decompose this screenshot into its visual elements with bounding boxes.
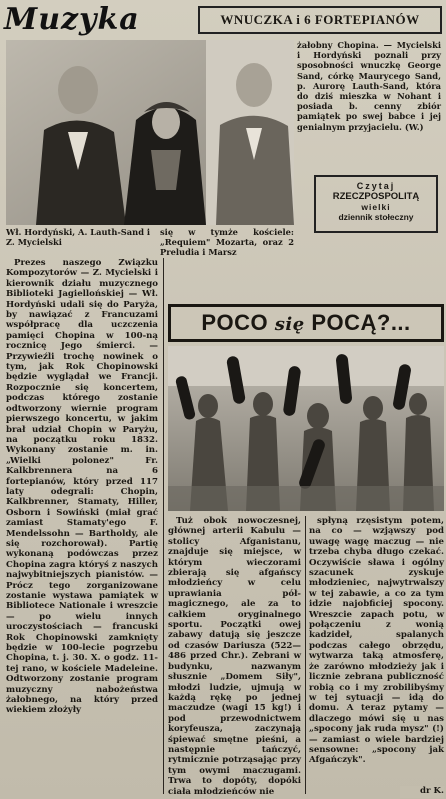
- ad-line-1: Czytaj: [356, 181, 396, 191]
- article-body: [6, 258, 158, 794]
- article-headline: WNUCZKA i 6 FORTEPIANÓW: [198, 6, 442, 34]
- advertisement-box: [314, 175, 438, 233]
- section-title: Muzyka: [4, 2, 140, 37]
- photo-club-dancers-image: [168, 346, 444, 511]
- photo-portraits: [6, 40, 294, 225]
- ad-line-3: wielki: [361, 202, 391, 212]
- article2-signature: dr K.: [400, 786, 444, 798]
- article-col2-top: się w tymże kościele: „Requiem" Mozarta, oraz 2 Preludia i Marsz: [160, 227, 294, 257]
- ad-line-4: dziennik stołeczny: [338, 212, 414, 222]
- article2-headline-b: POCĄ?...: [311, 310, 411, 335]
- article2-col-right-text: spłyną rzęsistym potem, na co — wzjąwszy pod uwagę wagę maczug — nie trzeba chyba długo czekać. Oczywiście sława i ogólny szacunek zyskuje młodzieniec, najwytrwalszy w tej zabawie, a co za tym idzie najobficiej spocony. Wreszcie zapach potu, w połączeniu z wonią kadzideł, spalanych podczas całego obrzędu, wytwarza taką atmosferę, że zarówno młodzieży jak i licznie zebrana publiczność robią co i my zrobilibyśmy w tej sytuacji — idą do domu. A teraz pytamy — dlaczego mówi się u nas „spocony jak ruda mysz" (!) — zamiast o wiele bardziej sensowne: „spocony jak Afgańczyk".: [309, 516, 444, 766]
- photo-caption: Wł. Hordyński, A. Lauth-Sand i Z. Mycielski: [6, 227, 151, 247]
- article2-col-right: [309, 516, 444, 794]
- article2-headline-sie: się: [274, 314, 305, 335]
- article2-headline: [168, 304, 444, 342]
- article2-col-left-text: Tuż obok nowoczesnej, głównej arterii Kabulu — stolicy Afganistanu, znajduje się miejsce, w którym wieczorami zbierają się afgańscy młodzieńcy w celu uprawiania pół-magicznego, ale za to całkiem oryginalnego sportu. Początki owej zabawy datują się jeszcze od czasów Dariusza (522—486 przed Chr.). Zebrani w budynku, nazwanym słusznie „Domem Siły", młodzi ludzie, ujmują w każdą rękę po jednej maczudze (wagi 15 kg!) i pod przewodnictwem koryfeusza, zaczynają śpiewać smętne pieśni, a następnie tańczyć, rytmicznie potrząsając przy tym owymi maczugami. Trwa to dopóty, dopóki ciała młodzieńców nie: [168, 516, 301, 797]
- photo-portraits-image: [6, 40, 294, 225]
- article2-col-left: [168, 516, 301, 797]
- article-body-text: Prezes naszego Związku Kompozytorów — Z. Mycielski i kierownik działu muzycznego Biblioteki Jagiellońskiej — Wł. Hordyński udali się do Paryża, by nawiązać z Francuzami współpracę dla uczczenia pamięci Chopina w 100-ną rocznicę Jego śmierci. — Przywieźli trochę nowinek o tym, jak Rok Chopinowski będzie wyglądał we Francji. Rozpocznie się koncertem, podczas którego zostanie odtworzony wiernie program pierwszego koncertu, w jakim brał udział Chopin w Paryżu, na początku roku 1832. Wykonany zostanie m. in. „Wielki polonez" Fr. Kalkbrennera na 6 fortepianów, który przed 117 laty odegrali: Chopin, Kalkbrenner, Stamaty, Hiller, Osborn i Sowiński (miał grać zamiast Stamaty'ego F. Mendelssohn — Bartholdy, ale się rozchorował). Partię wykonaną podówczas przez Chopina zagra któryś z naszych najwybitniejszych pianistów. — Prócz tego zorganizowane zostanie wystawa pamiątek w Bibliotece Nationale i wreszcie — po wielu innych uroczystościach — francuski Rok Chopinowski zamknięty będzie w 100-lecie pogrzebu Chopina, t. j. 30. X. o godz. 11-tej rano, w kościele Madeleine. Odtworzony zostanie program muzyczny nabożeństwa żałobnego, na który przed wiekiem złożyły: [6, 258, 158, 716]
- ad-line-2: RZECZPOSPOLITĄ: [332, 191, 420, 202]
- photo-club-dancers: [168, 346, 444, 511]
- article-side-text: żałobny Chopina. — Mycielski i Hordyński poznali przy sposobności wnuczkę George Sand, córkę Maurycego Sand, p. Aurorę Lauth-Sand, która do dziś mieszka w Nohant i posiada b. cenny zbiór pamiątek po swej babce i jej genialnym przyjacielu. (W.): [297, 40, 441, 132]
- article2-headline-a: POCO: [201, 310, 269, 335]
